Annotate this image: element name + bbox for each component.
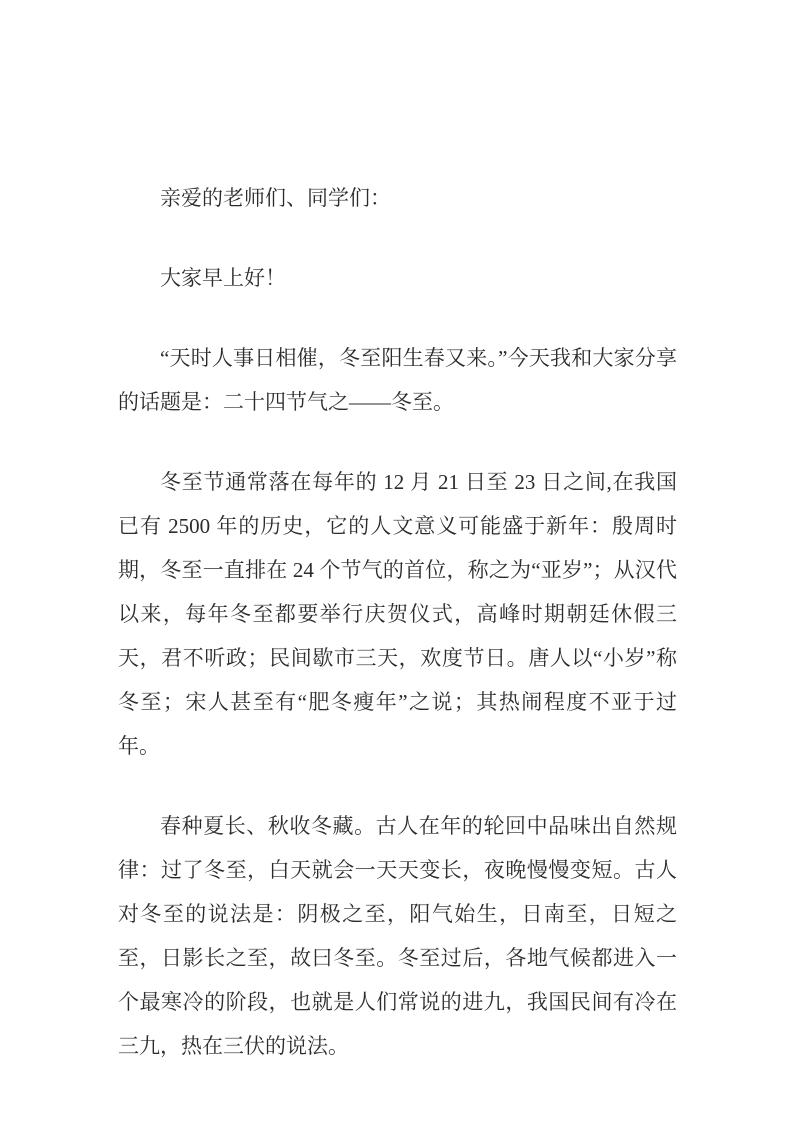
paragraph-history: 冬至节通常落在每年的 12 月 21 日至 23 日之间,在我国已有 2500 年的历史，它的人文意义可能盛于新年：殷周时期，冬至一直排在 24 个节气的首位，称之为“亚岁”；从汉代以来，每年冬至都要举行庆贺仪式，高峰时期朝廷休假三天，君不听政；民间歇市三天，欢度节日。唐人以“小岁”称冬至；宋人甚至有“肥冬瘦年”之说；其热闹程度不亚于过年。 xyxy=(118,470,677,758)
paragraph-topic-intro: “天时人事日相催，冬至阳生春又来。”今天我和大家分享的话题是：二十四节气之——冬至。 xyxy=(118,346,677,414)
paragraph-salutation: 亲爱的老师们、同学们： xyxy=(160,186,391,210)
paragraph-greeting: 大家早上好！ xyxy=(160,266,286,290)
paragraph-nature-law: 春种夏长、秋收冬藏。古人在年的轮回中品味出自然规律：过了冬至，白天就会一天天变长，夜晚慢慢变短。古人对冬至的说法是：阴极之至，阳气始生，日南至，日短之至，日影长之至，故曰冬至。冬至过后，各地气候都进入一个最寒冷的阶段，也就是人们常说的进九，我国民间有冷在三九，热在三伏的说法。 xyxy=(118,814,677,1058)
